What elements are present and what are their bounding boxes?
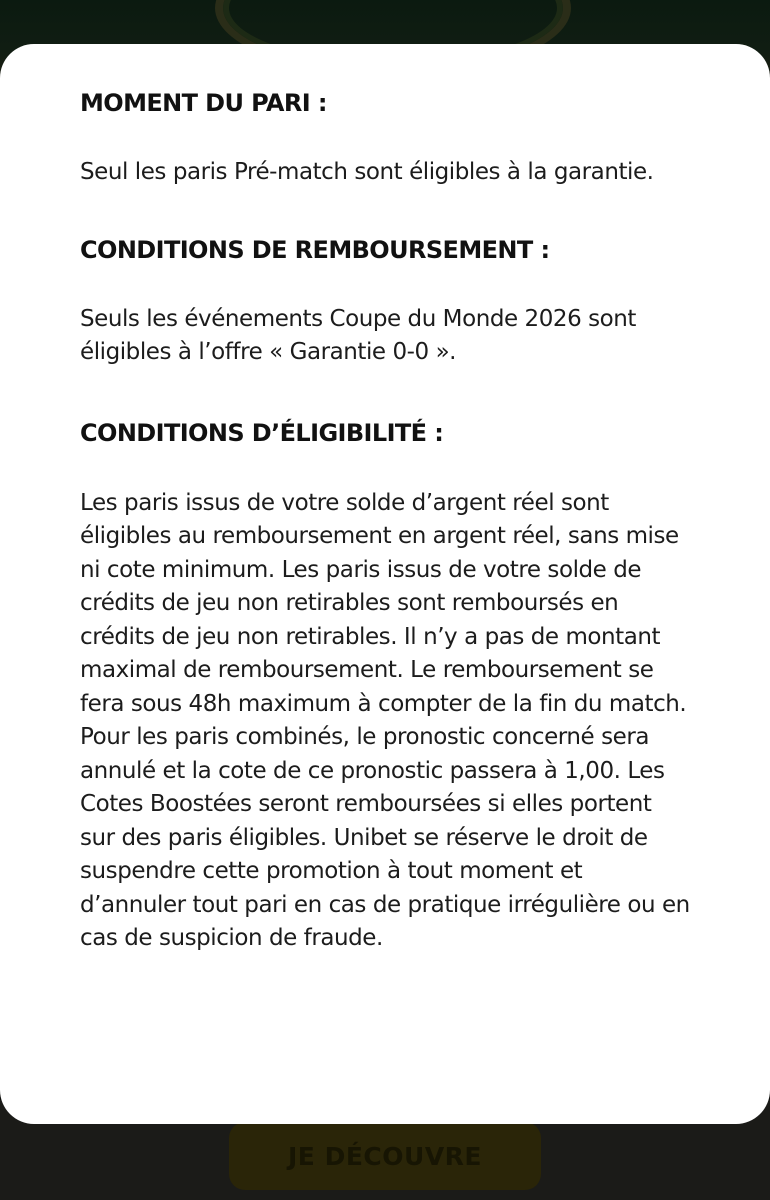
discover-button[interactable]: JE DÉCOUVRE bbox=[229, 1122, 541, 1190]
bet-moment-title: MOMENT DU PARI : bbox=[80, 89, 327, 117]
eligibility-conditions-text: Les paris issus de votre solde d’argent réel sont éligibles au remboursement en argent réel, sans mise ni cote minimum. Les paris issus de votre solde de crédits de jeu non retirables sont remboursés en crédits de jeu non retirables. Il n’y a pas de montant maximal de remboursement. Le remboursement se fera sous 48h maximum à compter de la fin du match. Pour les paris combinés, le pronostic concerné sera annulé et la cote de ce pronostic passera à 1,00. Les Cotes Boostées seront remboursées si elles portent sur des paris éligibles. Unibet se réserve le droit de suspendre cette promotion à tout moment et d’annuler tout pari en cas de pratique irrégulière ou en cas de suspicion de fraude. bbox=[80, 489, 690, 951]
refund-conditions-text: Seuls les événements Coupe du Monde 2026 sont éligibles à l’offre « Garantie 0-0 ». bbox=[80, 305, 636, 365]
eligibility-conditions-title: CONDITIONS D’ÉLIGIBILITÉ : bbox=[80, 418, 444, 447]
refund-conditions-title: CONDITIONS DE REMBOURSEMENT : bbox=[80, 235, 550, 264]
bet-moment-text: Seul les paris Pré-match sont éligibles à la garantie. bbox=[80, 159, 654, 185]
terms-modal-sheet[interactable] bbox=[0, 44, 770, 1124]
